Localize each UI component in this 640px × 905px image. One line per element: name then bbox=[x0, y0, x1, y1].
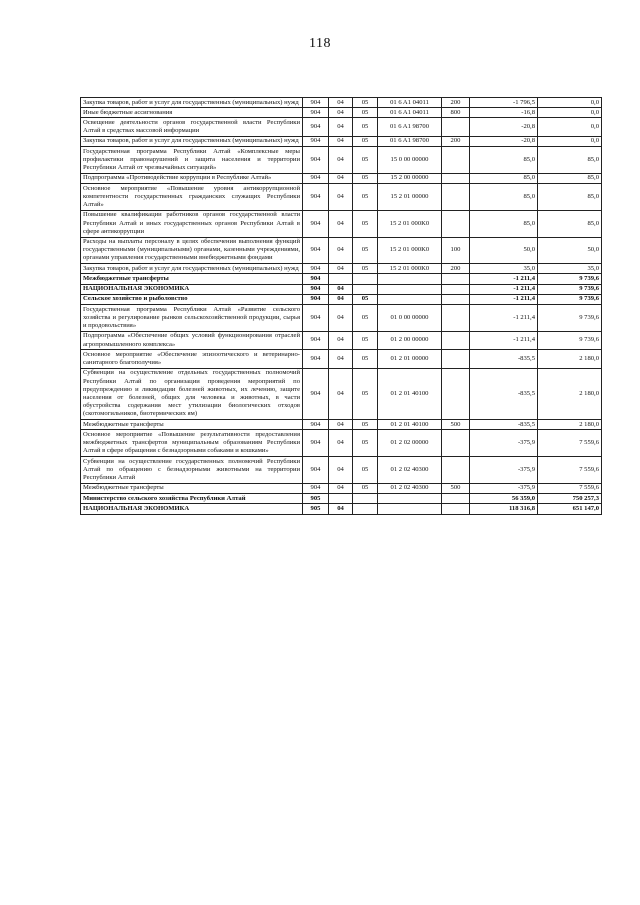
row-name-cell: Подпрограмма «Противодействие коррупции в Республике Алтай» bbox=[81, 173, 303, 183]
target-article-cell: 01 2 01 00000 bbox=[378, 350, 442, 368]
table-row bbox=[81, 108, 602, 118]
subsection-code-cell: 05 bbox=[353, 457, 378, 484]
expense-type-cell bbox=[442, 173, 470, 183]
ministry-code-cell: 904 bbox=[303, 284, 329, 294]
subsection-code-cell: 05 bbox=[353, 430, 378, 457]
table-row bbox=[81, 118, 602, 136]
subsection-code-cell bbox=[353, 494, 378, 504]
table-row bbox=[81, 430, 602, 457]
section-code-cell: 04 bbox=[329, 483, 353, 493]
table-row bbox=[81, 494, 602, 504]
amount-year1-cell: -20,8 bbox=[470, 118, 538, 136]
amount-year2-cell: 0,0 bbox=[538, 136, 602, 146]
section-code-cell: 04 bbox=[329, 420, 353, 430]
subsection-code-cell bbox=[353, 274, 378, 284]
row-name-cell: Межбюджетные трансферты bbox=[81, 483, 303, 493]
ministry-code-cell: 904 bbox=[303, 108, 329, 118]
row-name-cell: Основное мероприятие «Обеспечение эпизоотического и ветеринарно-санитарного благополучия» bbox=[81, 350, 303, 368]
amount-year2-cell: 0,0 bbox=[538, 108, 602, 118]
section-code-cell: 04 bbox=[329, 305, 353, 332]
target-article-cell: 01 6 A1 98700 bbox=[378, 118, 442, 136]
ministry-code-cell: 904 bbox=[303, 430, 329, 457]
ministry-code-cell: 904 bbox=[303, 173, 329, 183]
subsection-code-cell: 05 bbox=[353, 147, 378, 174]
section-code-cell: 04 bbox=[329, 98, 353, 108]
amount-year2-cell: 85,0 bbox=[538, 173, 602, 183]
amount-year1-cell: -375,9 bbox=[470, 483, 538, 493]
section-code-cell: 04 bbox=[329, 173, 353, 183]
section-code-cell: 04 bbox=[329, 184, 353, 211]
amount-year1-cell: 85,0 bbox=[470, 184, 538, 211]
ministry-code-cell: 904 bbox=[303, 136, 329, 146]
target-article-cell bbox=[378, 284, 442, 294]
expense-type-cell bbox=[442, 430, 470, 457]
ministry-code-cell: 905 bbox=[303, 494, 329, 504]
row-name-cell: Государственная программа Республики Алтай «Комплексные меры профилактики правонарушений и защита населения и территории Республики Алтай от чрезвычайных ситуаций» bbox=[81, 147, 303, 174]
amount-year2-cell: 9 739,6 bbox=[538, 284, 602, 294]
subsection-code-cell: 05 bbox=[353, 108, 378, 118]
section-code-cell bbox=[329, 274, 353, 284]
row-name-cell: Закупка товаров, работ и услуг для государственных (муниципальных) нужд bbox=[81, 264, 303, 274]
amount-year2-cell: 85,0 bbox=[538, 184, 602, 211]
expense-type-cell: 800 bbox=[442, 108, 470, 118]
subsection-code-cell: 05 bbox=[353, 368, 378, 419]
amount-year1-cell: -1 211,4 bbox=[470, 294, 538, 304]
target-article-cell: 01 2 02 40300 bbox=[378, 483, 442, 493]
amount-year1-cell: -20,8 bbox=[470, 136, 538, 146]
section-code-cell: 04 bbox=[329, 237, 353, 264]
expense-type-cell bbox=[442, 284, 470, 294]
expense-type-cell bbox=[442, 305, 470, 332]
amount-year2-cell: 750 257,3 bbox=[538, 494, 602, 504]
expense-type-cell: 200 bbox=[442, 264, 470, 274]
expense-type-cell bbox=[442, 331, 470, 349]
section-code-cell: 04 bbox=[329, 108, 353, 118]
target-article-cell: 15 2 01 000K0 bbox=[378, 210, 442, 237]
ministry-code-cell: 904 bbox=[303, 118, 329, 136]
table-row bbox=[81, 294, 602, 304]
target-article-cell: 15 2 00 00000 bbox=[378, 173, 442, 183]
budget-table-body bbox=[81, 98, 602, 515]
row-name-cell: НАЦИОНАЛЬНАЯ ЭКОНОМИКА bbox=[81, 504, 303, 514]
table-row bbox=[81, 264, 602, 274]
budget-table bbox=[80, 97, 602, 515]
target-article-cell: 15 0 00 00000 bbox=[378, 147, 442, 174]
subsection-code-cell bbox=[353, 284, 378, 294]
section-code-cell: 04 bbox=[329, 430, 353, 457]
amount-year1-cell: 50,0 bbox=[470, 237, 538, 264]
row-name-cell: Государственная программа Республики Алтай «Развитие сельского хозяйства и регулирование рынков сельскохозяйственной продукции, сырья и продовольствия» bbox=[81, 305, 303, 332]
section-code-cell: 04 bbox=[329, 264, 353, 274]
expense-type-cell bbox=[442, 147, 470, 174]
ministry-code-cell: 904 bbox=[303, 483, 329, 493]
expense-type-cell: 500 bbox=[442, 483, 470, 493]
ministry-code-cell: 904 bbox=[303, 147, 329, 174]
ministry-code-cell: 904 bbox=[303, 237, 329, 264]
section-code-cell bbox=[329, 494, 353, 504]
expense-type-cell bbox=[442, 457, 470, 484]
expense-type-cell bbox=[442, 274, 470, 284]
table-row bbox=[81, 420, 602, 430]
subsection-code-cell: 05 bbox=[353, 305, 378, 332]
amount-year1-cell: 35,0 bbox=[470, 264, 538, 274]
amount-year2-cell: 2 180,0 bbox=[538, 420, 602, 430]
row-name-cell: Иные бюджетные ассигнования bbox=[81, 108, 303, 118]
subsection-code-cell: 05 bbox=[353, 184, 378, 211]
amount-year2-cell: 9 739,6 bbox=[538, 274, 602, 284]
amount-year2-cell: 651 147,0 bbox=[538, 504, 602, 514]
subsection-code-cell: 05 bbox=[353, 331, 378, 349]
amount-year2-cell: 85,0 bbox=[538, 210, 602, 237]
section-code-cell: 04 bbox=[329, 504, 353, 514]
ministry-code-cell: 904 bbox=[303, 331, 329, 349]
subsection-code-cell: 05 bbox=[353, 420, 378, 430]
page-number: 118 bbox=[309, 36, 331, 51]
amount-year1-cell: 56 359,0 bbox=[470, 494, 538, 504]
row-name-cell: Субвенции на осуществление государственных полномочий Республики Алтай по обращению с безнадзорными животными на территории Республики Алтай bbox=[81, 457, 303, 484]
amount-year1-cell: -1 211,4 bbox=[470, 305, 538, 332]
amount-year2-cell: 9 739,6 bbox=[538, 331, 602, 349]
row-name-cell: Расходы на выплаты персоналу в целях обеспечения выполнения функций государственными (муниципальными) органами, казенными учреждениями, органами управления государственными внебюджетными фондами bbox=[81, 237, 303, 264]
section-code-cell: 04 bbox=[329, 368, 353, 419]
expense-type-cell: 200 bbox=[442, 136, 470, 146]
row-name-cell: Межбюджетные трансферты bbox=[81, 274, 303, 284]
expense-type-cell bbox=[442, 504, 470, 514]
amount-year2-cell: 9 739,6 bbox=[538, 294, 602, 304]
table-row bbox=[81, 504, 602, 514]
subsection-code-cell: 05 bbox=[353, 118, 378, 136]
amount-year2-cell: 2 180,0 bbox=[538, 368, 602, 419]
amount-year2-cell: 0,0 bbox=[538, 118, 602, 136]
ministry-code-cell: 904 bbox=[303, 294, 329, 304]
row-name-cell: Субвенции на осуществление отдельных государственных полномочий Республики Алтай по организации проведения мероприятий по предупреждению и ликвидации болезней животных, их лечению, защите населения от болезней, общих для человека и животных, в части обустройства содержания мест утилизации биологических отходов (скотомогильников, биотермических ям) bbox=[81, 368, 303, 419]
table-row bbox=[81, 210, 602, 237]
table-row bbox=[81, 136, 602, 146]
section-code-cell: 04 bbox=[329, 210, 353, 237]
ministry-code-cell: 904 bbox=[303, 274, 329, 284]
table-row bbox=[81, 237, 602, 264]
target-article-cell: 01 6 A1 98700 bbox=[378, 136, 442, 146]
amount-year1-cell: 85,0 bbox=[470, 210, 538, 237]
section-code-cell: 04 bbox=[329, 136, 353, 146]
ministry-code-cell: 904 bbox=[303, 210, 329, 237]
table-row bbox=[81, 483, 602, 493]
amount-year2-cell: 35,0 bbox=[538, 264, 602, 274]
section-code-cell: 04 bbox=[329, 331, 353, 349]
amount-year2-cell: 7 559,6 bbox=[538, 483, 602, 493]
row-name-cell: Повышение квалификации работников органов государственной власти Республики Алтай и иных государственных органов Республики Алтай в сфере антикоррупции bbox=[81, 210, 303, 237]
subsection-code-cell: 05 bbox=[353, 294, 378, 304]
amount-year1-cell: 85,0 bbox=[470, 147, 538, 174]
ministry-code-cell: 904 bbox=[303, 305, 329, 332]
amount-year1-cell: 85,0 bbox=[470, 173, 538, 183]
expense-type-cell: 100 bbox=[442, 237, 470, 264]
table-row bbox=[81, 350, 602, 368]
target-article-cell: 15 2 01 000K0 bbox=[378, 264, 442, 274]
table-row bbox=[81, 274, 602, 284]
expense-type-cell bbox=[442, 210, 470, 237]
row-name-cell: Закупка товаров, работ и услуг для государственных (муниципальных) нужд bbox=[81, 136, 303, 146]
row-name-cell: Основное мероприятие «Повышение результативности предоставления межбюджетных трансфертов муниципальным образованиям Республики Алтай в сфере обращения с безнадзорными собаками и кошками» bbox=[81, 430, 303, 457]
section-code-cell: 04 bbox=[329, 284, 353, 294]
target-article-cell: 01 2 01 40100 bbox=[378, 368, 442, 419]
amount-year2-cell: 85,0 bbox=[538, 147, 602, 174]
target-article-cell: 01 6 A1 04011 bbox=[378, 98, 442, 108]
expense-type-cell: 500 bbox=[442, 420, 470, 430]
ministry-code-cell: 904 bbox=[303, 420, 329, 430]
ministry-code-cell: 904 bbox=[303, 457, 329, 484]
ministry-code-cell: 904 bbox=[303, 98, 329, 108]
section-code-cell: 04 bbox=[329, 118, 353, 136]
amount-year2-cell: 0,0 bbox=[538, 98, 602, 108]
target-article-cell: 15 2 01 00000 bbox=[378, 184, 442, 211]
table-row bbox=[81, 284, 602, 294]
ministry-code-cell: 904 bbox=[303, 368, 329, 419]
expense-type-cell bbox=[442, 294, 470, 304]
target-article-cell bbox=[378, 274, 442, 284]
row-name-cell: Основное мероприятие «Повышение уровня антикоррупционной компетентности государственных гражданских служащих Республики Алтай» bbox=[81, 184, 303, 211]
subsection-code-cell: 05 bbox=[353, 264, 378, 274]
row-name-cell: Освещение деятельности органов государственной власти Республики Алтай в средствах массовой информации bbox=[81, 118, 303, 136]
expense-type-cell bbox=[442, 118, 470, 136]
subsection-code-cell: 05 bbox=[353, 136, 378, 146]
table-row bbox=[81, 331, 602, 349]
amount-year1-cell: -835,5 bbox=[470, 420, 538, 430]
amount-year1-cell: -375,9 bbox=[470, 430, 538, 457]
subsection-code-cell: 05 bbox=[353, 237, 378, 264]
subsection-code-cell: 05 bbox=[353, 350, 378, 368]
row-name-cell: Подпрограмма «Обеспечение общих условий функционирования отраслей агропромышленного комплекса» bbox=[81, 331, 303, 349]
amount-year1-cell: -1 796,5 bbox=[470, 98, 538, 108]
expense-type-cell bbox=[442, 494, 470, 504]
amount-year2-cell: 50,0 bbox=[538, 237, 602, 264]
target-article-cell: 01 6 A1 04011 bbox=[378, 108, 442, 118]
subsection-code-cell: 05 bbox=[353, 98, 378, 108]
target-article-cell bbox=[378, 294, 442, 304]
ministry-code-cell: 904 bbox=[303, 350, 329, 368]
ministry-code-cell: 904 bbox=[303, 184, 329, 211]
target-article-cell: 15 2 01 000K0 bbox=[378, 237, 442, 264]
ministry-code-cell: 904 bbox=[303, 264, 329, 274]
section-code-cell: 04 bbox=[329, 350, 353, 368]
row-name-cell: НАЦИОНАЛЬНАЯ ЭКОНОМИКА bbox=[81, 284, 303, 294]
subsection-code-cell: 05 bbox=[353, 210, 378, 237]
row-name-cell: Межбюджетные трансферты bbox=[81, 420, 303, 430]
amount-year1-cell: -835,5 bbox=[470, 350, 538, 368]
target-article-cell bbox=[378, 494, 442, 504]
table-row bbox=[81, 98, 602, 108]
target-article-cell: 01 2 02 40300 bbox=[378, 457, 442, 484]
ministry-code-cell: 905 bbox=[303, 504, 329, 514]
subsection-code-cell: 05 bbox=[353, 173, 378, 183]
amount-year2-cell: 2 180,0 bbox=[538, 350, 602, 368]
expense-type-cell bbox=[442, 368, 470, 419]
amount-year1-cell: -1 211,4 bbox=[470, 331, 538, 349]
amount-year1-cell: -1 211,4 bbox=[470, 284, 538, 294]
amount-year2-cell: 7 559,6 bbox=[538, 430, 602, 457]
amount-year1-cell: -375,9 bbox=[470, 457, 538, 484]
row-name-cell: Сельское хозяйство и рыболовство bbox=[81, 294, 303, 304]
amount-year2-cell: 7 559,6 bbox=[538, 457, 602, 484]
amount-year1-cell: -16,8 bbox=[470, 108, 538, 118]
amount-year1-cell: -835,5 bbox=[470, 368, 538, 419]
amount-year2-cell: 9 739,6 bbox=[538, 305, 602, 332]
table-row bbox=[81, 147, 602, 174]
subsection-code-cell bbox=[353, 504, 378, 514]
target-article-cell: 01 2 02 00000 bbox=[378, 430, 442, 457]
table-row bbox=[81, 305, 602, 332]
row-name-cell: Закупка товаров, работ и услуг для государственных (муниципальных) нужд bbox=[81, 98, 303, 108]
row-name-cell: Министерство сельского хозяйства Республики Алтай bbox=[81, 494, 303, 504]
section-code-cell: 04 bbox=[329, 147, 353, 174]
target-article-cell bbox=[378, 504, 442, 514]
expense-type-cell: 200 bbox=[442, 98, 470, 108]
table-row bbox=[81, 184, 602, 211]
target-article-cell: 01 2 00 00000 bbox=[378, 331, 442, 349]
subsection-code-cell: 05 bbox=[353, 483, 378, 493]
expense-type-cell bbox=[442, 184, 470, 211]
target-article-cell: 01 0 00 00000 bbox=[378, 305, 442, 332]
section-code-cell: 04 bbox=[329, 294, 353, 304]
table-row bbox=[81, 457, 602, 484]
amount-year1-cell: -1 211,4 bbox=[470, 274, 538, 284]
table-row bbox=[81, 368, 602, 419]
amount-year1-cell: 118 316,8 bbox=[470, 504, 538, 514]
target-article-cell: 01 2 01 40100 bbox=[378, 420, 442, 430]
expense-type-cell bbox=[442, 350, 470, 368]
section-code-cell: 04 bbox=[329, 457, 353, 484]
table-row bbox=[81, 173, 602, 183]
